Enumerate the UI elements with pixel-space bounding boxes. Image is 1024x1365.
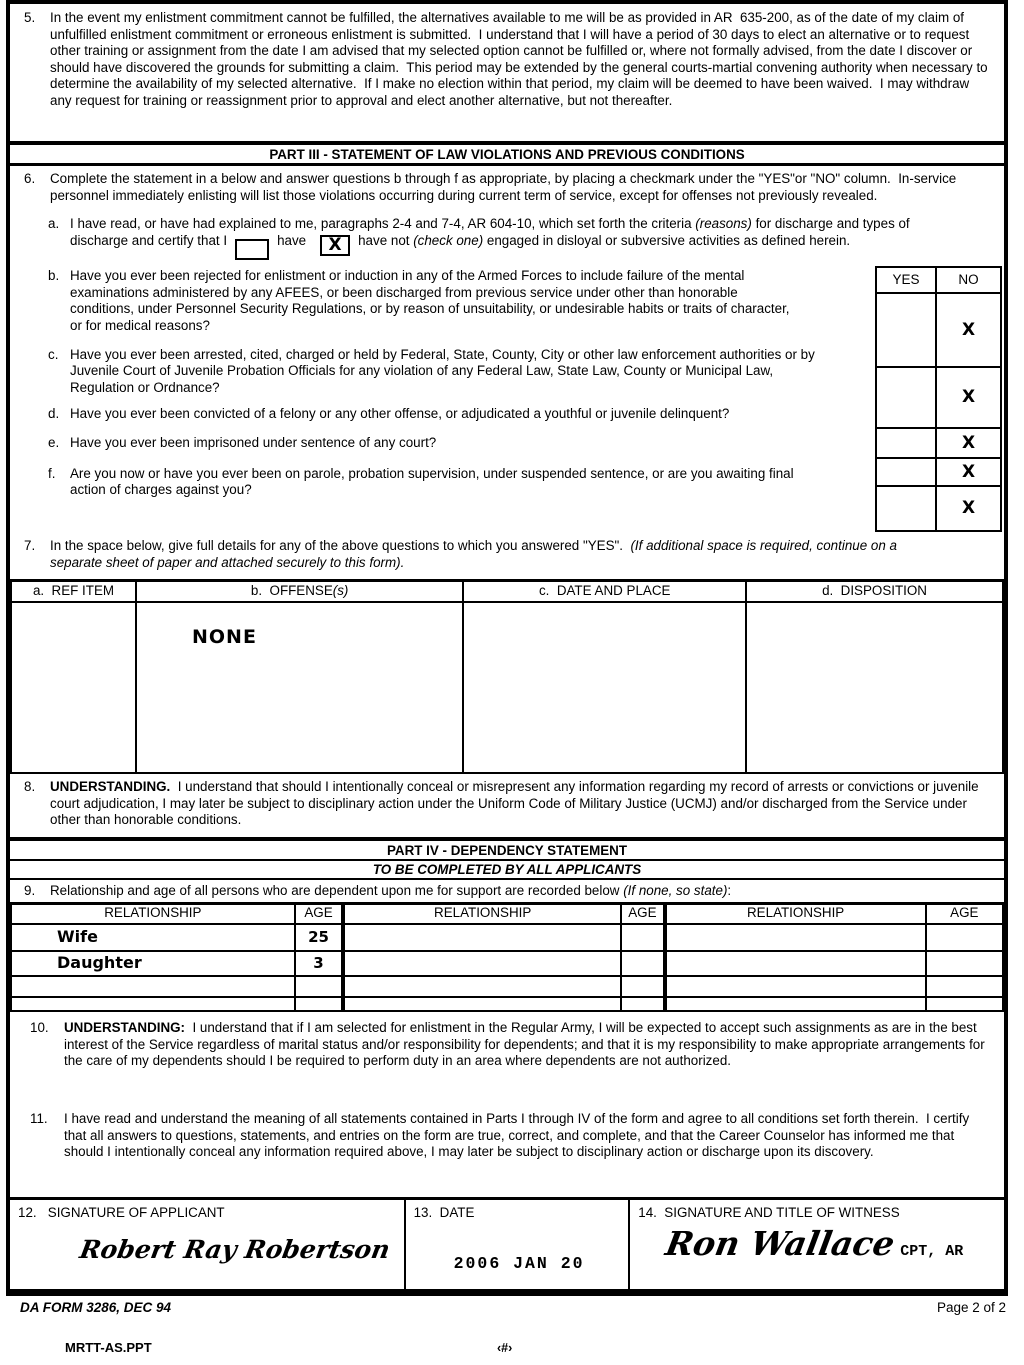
part-4-header: PART IV - DEPENDENCY STATEMENT	[10, 841, 1004, 861]
question-f-text: Are you now or have you ever been on parole, probation supervision, under suspended sentence, or are you awaiting final action of charges against you?	[70, 465, 798, 498]
age-cell[interactable]	[621, 924, 665, 951]
ref-item-cell[interactable]	[11, 602, 136, 774]
item-5	[10, 4, 1004, 145]
file-name: MRTT-AS.PPT	[65, 1340, 152, 1355]
dependent-row-1	[11, 924, 1003, 951]
question-c-letter: c.	[48, 346, 59, 362]
age-cell[interactable]	[926, 951, 1003, 976]
relationship-cell[interactable]	[343, 976, 621, 996]
relationship-cell[interactable]	[665, 924, 926, 951]
age-cell[interactable]	[621, 951, 665, 976]
question-d	[24, 406, 1004, 423]
relationship-cell[interactable]: Daughter	[11, 951, 295, 976]
yes-column-header: YES	[877, 268, 937, 292]
age-cell[interactable]	[621, 976, 665, 996]
applicant-signature-cell	[10, 1200, 406, 1289]
part-3-header: PART III - STATEMENT OF LAW VIOLATIONS AND PREVIOUS CONDITIONS	[10, 145, 1004, 166]
question-e-text: Have you ever been imprisoned under sentence of any court?	[70, 435, 437, 451]
signature-block	[10, 1197, 1004, 1289]
question-b-no-cell[interactable]: X	[961, 319, 976, 340]
item-8-number: 8.	[24, 779, 36, 794]
relationship-header-3: RELATIONSHIP	[665, 904, 926, 924]
relationship-cell[interactable]	[665, 997, 926, 1011]
item-6	[10, 166, 1004, 534]
have-not-checkbox[interactable]: X	[320, 235, 350, 256]
question-c-no-cell[interactable]: X	[961, 387, 976, 408]
question-a-letter: a.	[48, 216, 60, 232]
item-8	[10, 774, 1004, 841]
relationship-cell[interactable]	[665, 951, 926, 976]
age-header-2: AGE	[621, 904, 665, 924]
offense-table	[10, 579, 1004, 774]
footer-secondary	[0, 1340, 1024, 1360]
age-cell[interactable]	[926, 997, 1003, 1011]
item-8-text: UNDERSTANDING. I understand that should I intentionally conceal or misrepresent any information regarding my record of arrests or convictions or juvenile court adjudication, I may later be subject to disciplinary action under the Uniform Code of Military Justice (UCMJ) and/or discharged from the Service under other than honorable conditions.	[50, 779, 983, 828]
question-c-text: Have you ever been arrested, cited, charged or held by Federal, State, County, City or other law enforcement authorities or by Juvenile Court of Juvenile Probation Officials for any violation of any Federal Law, State Law, County or Municipal Law, Regulation or Ordnance?	[70, 346, 819, 395]
item-7-text: In the space below, give full details for any of the above questions to which you answered "YES". (If additional space is required, continue on a separate sheet of paper and attached securely to this form).	[50, 538, 901, 570]
question-e-no-cell[interactable]: X	[961, 461, 976, 482]
age-cell[interactable]	[295, 976, 344, 996]
item-11-number: 11.	[30, 1111, 48, 1126]
offense-column-header: b. OFFENSE(s)	[136, 581, 463, 602]
dependent-row-4	[11, 997, 1003, 1011]
offense-entry-cell[interactable]: NONE	[136, 602, 463, 774]
witness-signature[interactable]: Ron Wallace	[662, 1223, 898, 1263]
age-cell[interactable]: 3	[295, 951, 344, 976]
disposition-cell[interactable]	[746, 602, 1003, 774]
question-a	[24, 216, 1004, 260]
question-d-letter: d.	[48, 406, 60, 422]
form-id: DA FORM 3286, DEC 94	[20, 1300, 172, 1315]
question-f	[24, 466, 1004, 499]
witness-label: 14. SIGNATURE AND TITLE OF WITNESS	[638, 1205, 900, 1220]
question-b-letter: b.	[48, 268, 60, 284]
no-column-header: NO	[958, 271, 979, 287]
page-number: Page 2 of 2	[936, 1300, 1006, 1315]
question-d-no-cell[interactable]: X	[961, 432, 976, 453]
witness-signature-cell	[630, 1200, 1004, 1289]
question-e-letter: e.	[48, 435, 60, 451]
question-c	[24, 347, 1004, 397]
age-cell[interactable]	[926, 924, 1003, 951]
relationship-cell[interactable]	[343, 951, 621, 976]
item-11-text: I have read and understand the meaning of all statements contained in Parts I through IV of the form and agree to all conditions set forth therein. I certify that all answers to questions, statements, and entries on the form are true, correct, and complete, and that the Career Counselor has informed me that should I intentionally conceal any information required above, I may later be subject to disciplinary action or discharge upon its discovery.	[64, 1111, 973, 1160]
item-9	[10, 880, 1004, 902]
question-c-yes-cell[interactable]	[877, 368, 937, 427]
date-place-cell[interactable]	[463, 602, 746, 774]
footer	[20, 1300, 1006, 1317]
yes-no-grid	[875, 266, 1002, 532]
da-form-3286-page2	[6, 0, 1008, 1296]
item-6-text: Complete the statement in a below and answer questions b through f as appropriate, by placing a checkmark under the "YES"or "NO" column. In-service personnel immediately enlisting will list those violations occurring during current term of service, except for offenses not previously revealed.	[50, 171, 960, 203]
dependent-row-3	[11, 976, 1003, 996]
age-cell[interactable]	[621, 997, 665, 1011]
question-a-text: I have read, or have had explained to me, paragraphs 2-4 and 7-4, AR 604-10, which set forth the criteria (reasons) for discharge and types of discharge and certify that I have X have not (check one) engaged in disloyal or subversive activities as defined herein.	[70, 216, 950, 260]
part-4-subtitle: TO BE COMPLETED BY ALL APPLICANTS	[10, 861, 1004, 880]
question-e	[24, 435, 1004, 452]
date-value[interactable]: 2006 JAN 20	[453, 1253, 585, 1273]
age-header-1: AGE	[295, 904, 344, 924]
relationship-header-2: RELATIONSHIP	[343, 904, 621, 924]
age-cell[interactable]: 25	[295, 924, 344, 951]
question-b	[24, 268, 1004, 334]
question-f-yes-cell[interactable]	[877, 487, 937, 530]
relationship-header-1: RELATIONSHIP	[11, 904, 295, 924]
item-5-number: 5.	[24, 10, 36, 25]
relationship-cell[interactable]	[11, 976, 295, 996]
relationship-cell[interactable]: Wife	[11, 924, 295, 951]
item-10	[10, 1012, 1004, 1107]
dependency-table	[10, 902, 1004, 1012]
question-d-text: Have you ever been convicted of a felony or any other offense, or adjudicated a youthful or juvenile delinquent?	[70, 406, 730, 422]
question-e-yes-cell[interactable]	[877, 459, 937, 485]
ref-item-column-header: a. REF ITEM	[11, 581, 136, 602]
relationship-cell[interactable]	[665, 976, 926, 996]
question-d-yes-cell[interactable]	[877, 429, 937, 457]
item-10-number: 10.	[30, 1020, 49, 1035]
date-cell	[406, 1200, 631, 1289]
item-11	[10, 1107, 1004, 1197]
item-7	[10, 534, 1004, 579]
dependent-row-2	[11, 951, 1003, 976]
age-cell[interactable]	[295, 997, 344, 1011]
signature-of-applicant-label: 12. SIGNATURE OF APPLICANT	[18, 1205, 225, 1220]
have-checkbox[interactable]	[235, 239, 269, 260]
item-6-number: 6.	[24, 171, 36, 186]
item-9-number: 9.	[24, 883, 36, 898]
witness-title: CPT, AR	[900, 1242, 964, 1260]
date-place-column-header: c. DATE AND PLACE	[463, 581, 746, 602]
question-f-no-cell[interactable]: X	[961, 498, 976, 519]
item-5-text: In the event my enlistment commitment cannot be fulfilled, the alternatives available to me will be as provided in AR 635-200, as of the date of my claim of unfulfilled enlistment commitment or erroneous enlistment is submitted. I understand that I will have a period of 30 days to elect an alternative or to request other training or assignment from the date I am advised that my selected option cannot be fulfilled or, where not formally advised, from the date I discover or should have discovered the grounds for submitting a claim. This period may be extended by the general courts-martial convening authority when necessary to determine the availability of my selected alternative. If I make no election within that period, my claim will be deemed to have been waived. I may withdraw any request for training or reassignment prior to approval and elect another alternative, but not thereafter.	[50, 10, 992, 108]
question-b-yes-cell[interactable]	[877, 294, 937, 366]
item-7-number: 7.	[24, 538, 36, 553]
age-header-3: AGE	[926, 904, 1003, 924]
relationship-cell[interactable]	[343, 924, 621, 951]
question-b-text: Have you ever been rejected for enlistment or induction in any of the Armed Forces to include failure of the mental examinations administered by any AFEES, or been discharged from previous service under other than honorable conditions, under Personnel Security Regulations, or by reason of unsuitability, or undesirable habits or traits of character, or for medical reasons?	[70, 268, 794, 334]
question-f-letter: f.	[48, 465, 56, 481]
applicant-signature[interactable]: Robert Ray Robertson	[77, 1234, 393, 1264]
slide-number-marker: ‹#›	[497, 1341, 513, 1355]
date-label: 13. DATE	[413, 1205, 475, 1220]
relationship-cell[interactable]	[343, 997, 621, 1011]
item-10-text: UNDERSTANDING: I understand that if I am selected for enlistment in the Regular Army, I will be expected to accept such assignments as are in the best interest of the Service regardless of marital status and/or responsibility for dependents; and that it is my responsibility to make appropriate arrangements for the care of my dependents should I be required to perform duty in an area where dependents are not authorized.	[64, 1020, 989, 1069]
age-cell[interactable]	[926, 976, 1003, 996]
disposition-column-header: d. DISPOSITION	[746, 581, 1003, 602]
relationship-cell[interactable]	[11, 997, 295, 1011]
item-9-text: Relationship and age of all persons who are dependent upon me for support are recorded below (If none, so state):	[50, 883, 732, 898]
